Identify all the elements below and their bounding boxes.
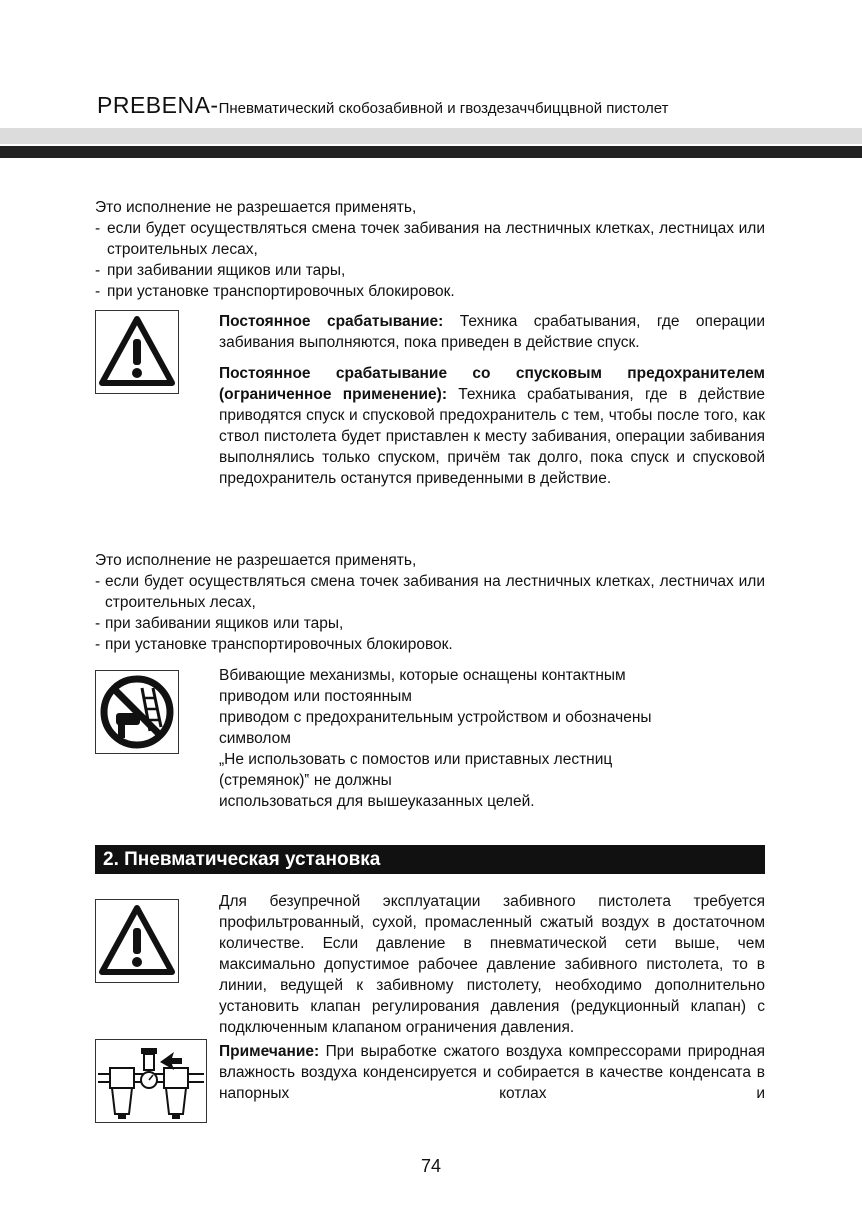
- notice-line: (стремянок)‟ не должны: [219, 772, 392, 789]
- pneumatic-setup-text: [219, 891, 765, 1104]
- section-heading: 2. Пневматическая установка: [95, 845, 765, 874]
- notice-line: использоваться для вышеуказанных целей.: [219, 793, 535, 810]
- note-label: Примечание:: [219, 1043, 320, 1060]
- restrictions-block-2: [95, 550, 765, 655]
- list-item: - если будет осуществляться смена точек забивания на лестничных клетках, лестничах или строительных лесах,: [95, 571, 765, 613]
- continuous-trigger-description: [219, 311, 765, 489]
- definition: Техника срабатывания, где операции забивания выполняются, пока приведен в действие спуск.: [219, 313, 766, 351]
- header-subtitle: Пневматический скобозабивной и гвоздезаччбиццвной пистолет: [218, 100, 669, 117]
- notice-line: символом: [219, 730, 291, 747]
- page-number: 74: [420, 1156, 442, 1176]
- notice-line: „Не использовать с помостов или приставных лестниц: [219, 751, 613, 768]
- no-ladder-icon: [95, 670, 179, 754]
- warning-triangle-icon: [95, 899, 179, 983]
- brand-name: PREBENA-: [97, 92, 219, 118]
- note-paragraph: [219, 1041, 765, 1104]
- definition: Техника срабатывания, где в действие приводятся спуск и спусковой предохранитель с тем, чтобы после того, как ствол пистолета будет приставлен к месту забивания, операции забивания выполнялись только спуском, причём так долго, пока спуск и спусковой предохранитель останутся приведенными в действие.: [219, 386, 765, 487]
- term: Постоянное срабатывание:: [219, 313, 444, 330]
- paragraph: [219, 311, 765, 353]
- notice-line: Вбивающие механизмы, которые оснащены контактным: [219, 667, 626, 684]
- paragraph: Для безупречной эксплуатации забивного пистолета требуется профильтрованный, сухой, промасленный сжатый воздух в достаточном количестве. Если давление в пневматической сети выше, чем максимально допустимое рабочее давление забивного пистолета, то в линии, ведущей к забивному пистолету, необходимо дополнительно установить клапан регулирования давления (редукционный клапан) с подключенным клапаном ограничения давления.: [219, 893, 765, 1036]
- header-black-rule: [0, 146, 862, 158]
- restrictions-intro: Это исполнение не разрешается применять,: [95, 199, 417, 216]
- paragraph: [219, 363, 765, 489]
- notice-line: приводом или постоянным: [219, 688, 412, 705]
- notice-line: приводом с предохранительным устройством и обозначены: [219, 709, 652, 726]
- restrictions-block-1: [95, 197, 765, 302]
- term: Постоянное срабатывание со спусковым предохранителем (ограниченное применение):: [219, 365, 765, 403]
- list-item: - при установке транспортировочных блокировок.: [95, 281, 765, 302]
- document-header: [97, 92, 669, 119]
- list-item: - если будет осуществляться смена точек забивания на лестничных клетках, лестницах или строительных лесах,: [95, 218, 765, 260]
- note-text: При выработке сжатого воздуха компрессорами природная влажность воздуха конденсируется и собирается в качестве конденсата в напорных котлах и: [219, 1043, 765, 1102]
- header-gray-rule: [0, 128, 862, 144]
- ladder-notice: [219, 665, 765, 812]
- list-item: - при забивании ящиков или тары,: [95, 613, 765, 634]
- list-item: - при забивании ящиков или тары,: [95, 260, 765, 281]
- warning-triangle-icon: [95, 310, 179, 394]
- list-item: - при установке транспортировочных блокировок.: [95, 634, 765, 655]
- restrictions-intro: Это исполнение не разрешается применять,: [95, 552, 417, 569]
- pressure-regulator-icon: [95, 1039, 207, 1123]
